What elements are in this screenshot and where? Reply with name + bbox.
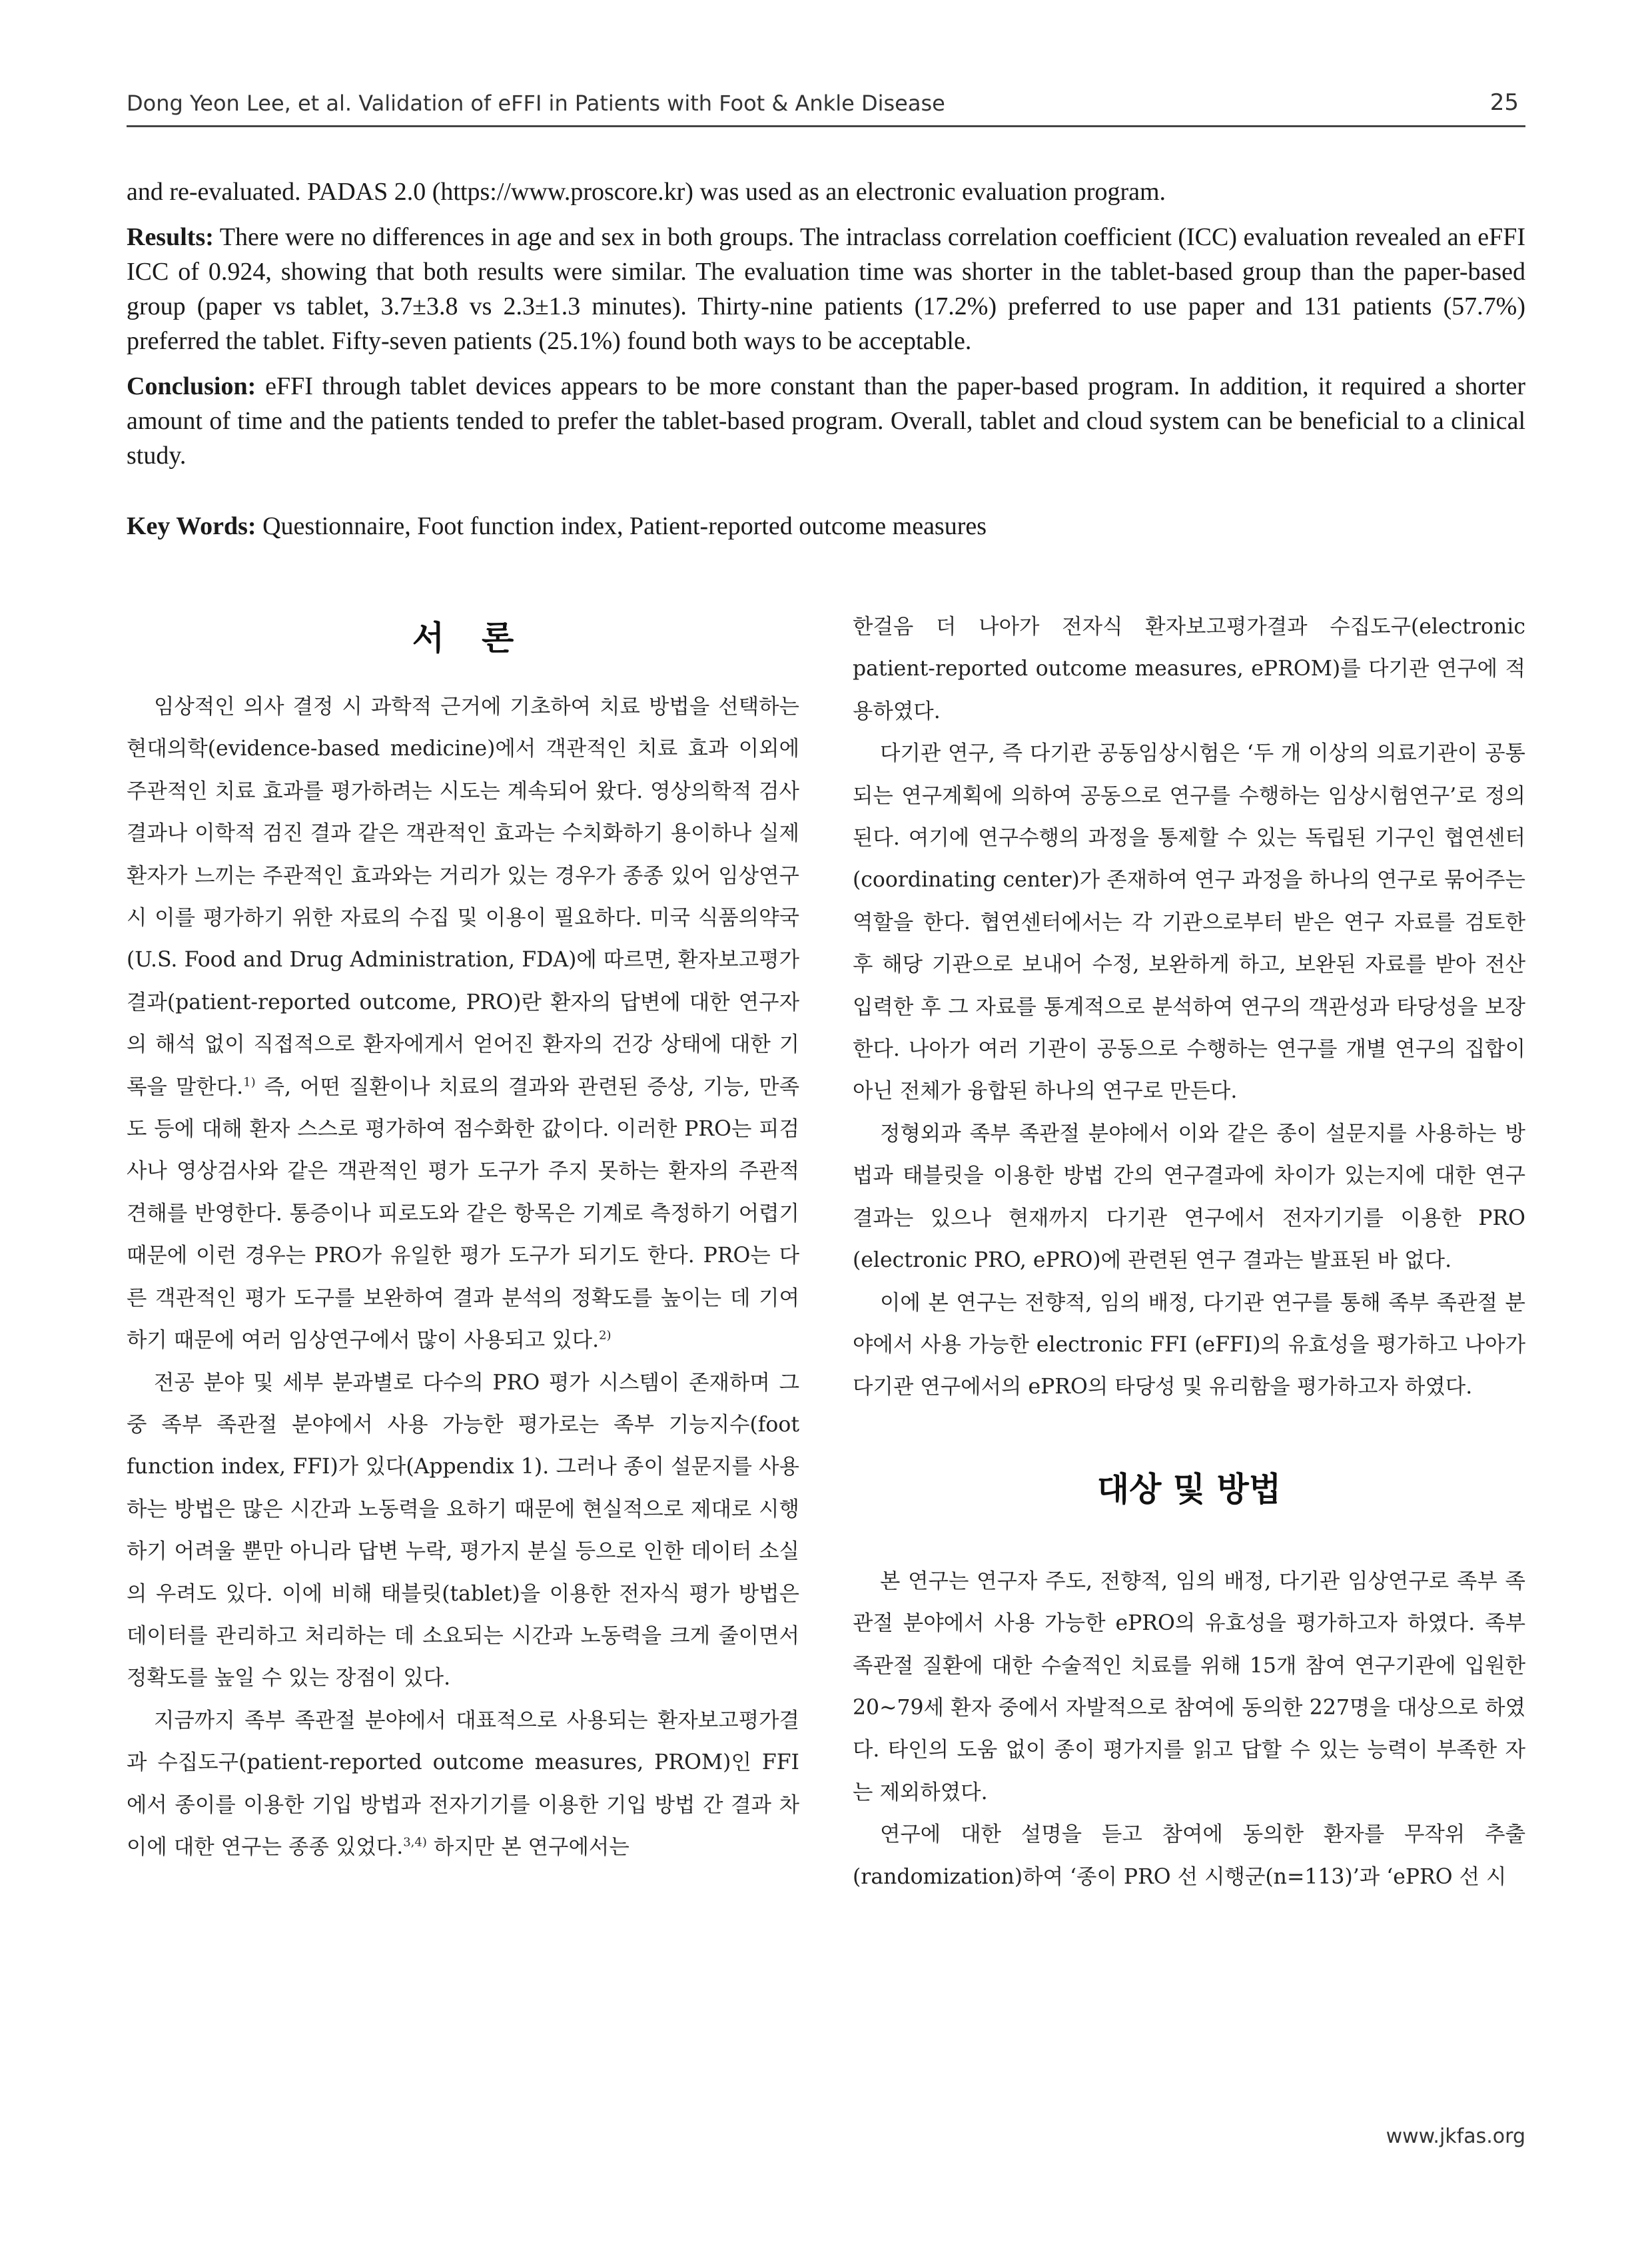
running-title: Dong Yeon Lee, et al. Validation of eFFI in Patients with Foot & Ankle Disease [127, 91, 945, 116]
keywords-label: Key Words: [127, 512, 256, 540]
running-header [127, 85, 1525, 127]
methods-paragraph: 본 연구는 연구자 주도, 전향적, 임의 배정, 다기관 임상연구로 족부 족관절 분야에서 사용 가능한 ePRO의 유효성을 평가하고자 하였다. 족부 족관절 질환에 대한 수술적인 치료를 위해 15개 참여 연구기관에 입원한 20~79세 환자 중에서 자발적으로 참여에 동의한 227명을 대상으로 하였다. 타인의 도움 없이 종이 평가지를 읽고 답할 수 있는 능력이 부족한 자는 제외하였다. [853, 1569, 1525, 1804]
keywords-text: Questionnaire, Foot function index, Patient-reported outcome measures [256, 512, 987, 540]
right-column [853, 606, 1525, 1898]
citation-ref: 1) [243, 1075, 256, 1090]
abstract-methods-tail: and re-evaluated. PADAS 2.0 (https://www.proscore.kr) was used as an electronic evaluation program. [127, 178, 1166, 206]
intro-p1-text: 임상적인 의사 결정 시 과학적 근거에 기초하여 치료 방법을 선택하는 현대의학(evidence-based medicine)에서 객관적인 치료 효과 이외에 주관적인 치료 효과를 평가하려는 시도는 계속되어 왔다. 영상의학적 검사 결과나 이학적 검진 결과 같은 객관적인 효과는 수치화하기 용이하나 실제 환자가 느끼는 주관적인 효과와는 거리가 있는 경우가 종종 있어 임상연구 시 이를 평가하기 위한 자료의 수집 및 이용이 필요하다. 미국 식품의약국(U.S. Food and Drug Administration, FDA)에 따르면, 환자보고평가결과(patient-reported outcome, PRO)란 환자의 답변에 대한 연구자의 해석 없이 직접적으로 환자에게서 얻어진 환자의 건강 상태에 대한 기록을 말한다. [127, 695, 799, 1099]
intro-paragraph [127, 1700, 799, 1869]
methods-section-title: 대상 및 방법 [1096, 1469, 1282, 1509]
intro-p1b-text: 즉, 어떤 질환이나 치료의 결과와 관련된 증상, 기능, 만족도 등에 대해 환자 스스로 평가하여 점수화한 값이다. 이러한 PRO는 피검사나 영상검사와 같은 객관적인 평가 도구가 주지 못하는 환자의 주관적 견해를 반영한다. 통증이나 피로도와 같은 항목은 기계로 측정하기 어렵기 때문에 이런 경우는 PRO가 유일한 평가 도구가 되기도 한다. PRO는 다른 객관적인 평가 도구를 보완하여 결과 분석의 정확도를 높이는 데 기여하기 때문에 여러 임상연구에서 많이 사용되고 있다. [127, 1074, 799, 1353]
intro-paragraph: 다기관 연구, 즉 다기관 공동임상시험은 ‘두 개 이상의 의료기관이 공통되는 연구계획에 의하여 공동으로 연구를 수행하는 임상시험연구’로 정의된다. 여기에 연구수행의 과정을 통제할 수 있는 독립된 기구인 협연센터(coordinating center)가 존재하여 연구 과정을 하나의 연구로 묶어주는 역할을 한다. 협연센터에서는 각 기관으로부터 받은 연구 자료를 검토한 후 해당 기관으로 보내어 수정, 보완하게 하고, 보완된 자료를 받아 전산 입력한 후 그 자료를 통계적으로 분석하여 연구의 객관성과 타당성을 보장한다. 나아가 여러 기관이 공동으로 수행하는 연구를 개별 연구의 집합이 아닌 전체가 융합된 하나의 연구로 만든다. [853, 741, 1525, 1104]
intro-paragraph: 한걸음 더 나아가 전자식 환자보고평가결과 수집도구(electronic patient-reported outcome measures, ePROM)를 다기관 연구에 적용하였다. [853, 615, 1525, 723]
results-label: Results: [127, 223, 214, 251]
abstract-conclusion [127, 369, 1525, 473]
citation-ref: 3,4) [403, 1835, 427, 1850]
intro-paragraph: 이에 본 연구는 전향적, 임의 배정, 다기관 연구를 통해 족부 족관절 분야에서 사용 가능한 electronic FFI (eFFI)의 유효성을 평가하고 나아가 다기관 연구에서의 ePRO의 타당성 및 유리함을 평가하고자 하였다. [853, 1290, 1525, 1399]
intro-paragraph [127, 686, 799, 1362]
keywords [127, 509, 1525, 544]
conclusion-label: Conclusion: [127, 372, 256, 400]
conclusion-text: eFFI through tablet devices appears to be more constant than the paper-based program. In addition, it required a shorter amount of time and the patients tended to prefer the tablet-based program. Overall, tablet and cloud system can be beneficial to a clinical study. [127, 372, 1525, 470]
journal-url: www.jkfas.org [1386, 2125, 1525, 2148]
abstract-results [127, 220, 1525, 358]
citation-ref: 2) [599, 1328, 612, 1343]
left-column [127, 686, 799, 1868]
intro-p3-text: 지금까지 족부 족관절 분야에서 대표적으로 사용되는 환자보고평가결과 수집도구(patient-reported outcome measures, PROM)인 FFI에서 종이를 이용한 기입 방법과 전자기기를 이용한 기입 방법 간 결과 차이에 대한 연구는 종종 있었다. [127, 1708, 799, 1859]
results-text: There were no differences in age and sex in both groups. The intraclass correlation coefficient (ICC) evaluation revealed an eFFI ICC of 0.924, showing that both results were similar. The evaluation time was shorter in the tablet-based group than the paper-based group (paper vs tablet, 3.7±3.8 vs 2.3±1.3 minutes). Thirty-nine patients (17.2%) preferred to use paper and 131 patients (57.7%) preferred the tablet. Fifty-seven patients (25.1%) found both ways to be acceptable. [127, 223, 1525, 355]
intro-paragraph: 정형외과 족부 족관절 분야에서 이와 같은 종이 설문지를 사용하는 방법과 태블릿을 이용한 방법 간의 연구결과에 차이가 있는지에 대한 연구 결과는 있으나 현재까지 다기관 연구에서 전자기기를 이용한 PRO (electronic PRO, ePRO)에 관련된 연구 결과는 발표된 바 없다. [853, 1121, 1525, 1273]
intro-section-title: 서론 [412, 619, 552, 657]
intro-paragraph: 전공 분야 및 세부 분과별로 다수의 PRO 평가 시스템이 존재하며 그 중 족부 족관절 분야에서 사용 가능한 평가로는 족부 기능지수(foot function index, FFI)가 있다(Appendix 1). 그러나 종이 설문지를 사용하는 방법은 많은 시간과 노동력을 요하기 때문에 현실적으로 제대로 시행하기 어려울 뿐만 아니라 답변 누락, 평가지 분실 등으로 인한 데이터 소실의 우려도 있다. 이에 비해 태블릿(tablet)을 이용한 전자식 평가 방법은 데이터를 관리하고 처리하는 데 소요되는 시간과 노동력을 크게 줄이면서 정확도를 높일 수 있는 장점이 있다. [127, 1370, 799, 1690]
intro-p3b-text: 하지만 본 연구에서는 [426, 1834, 629, 1859]
methods-paragraph: 연구에 대한 설명을 듣고 참여에 동의한 환자를 무작위 추출(randomization)하여 ‘종이 PRO 선 시행군(n=113)’과 ‘ePRO 선 시 [853, 1822, 1525, 1889]
abstract [127, 175, 1525, 484]
page-number: 25 [1489, 89, 1519, 116]
